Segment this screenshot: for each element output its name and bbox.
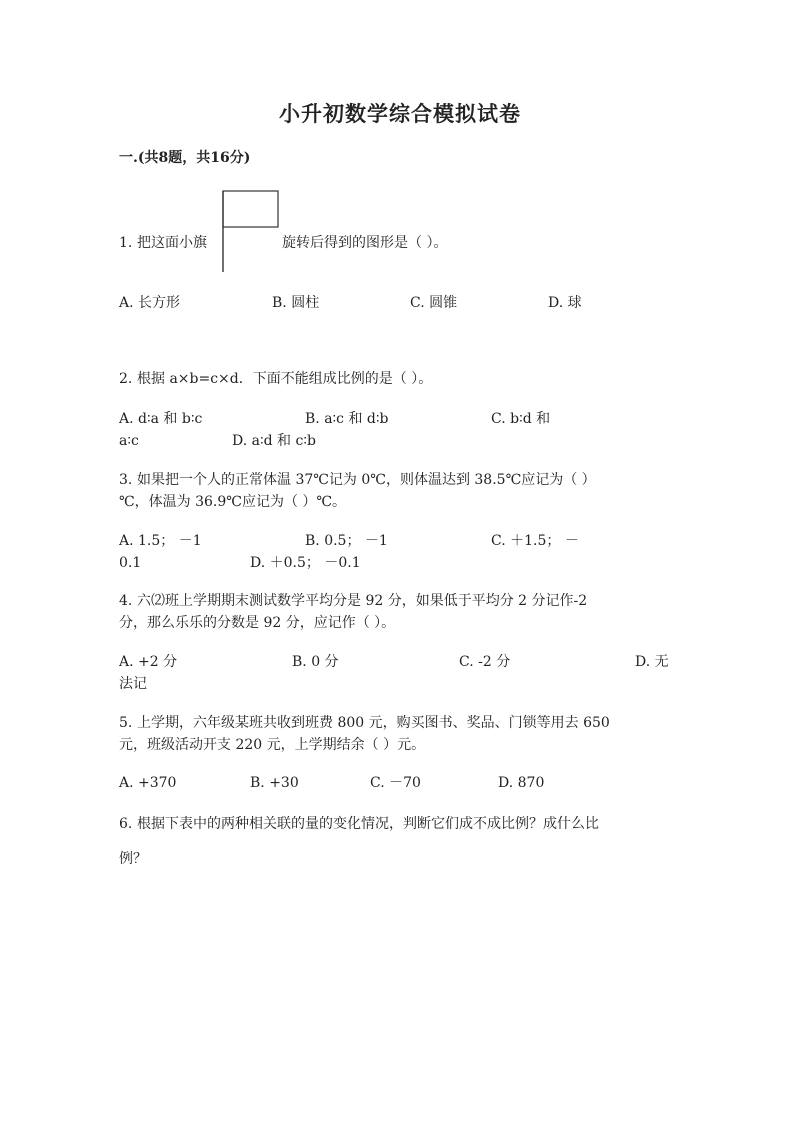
- q3-option-b: B. 0.5； －1: [305, 533, 388, 549]
- q2-option-d: D. a∶d 和 c∶b: [232, 433, 316, 449]
- q3-option-a: A. 1.5； －1: [119, 533, 202, 549]
- q4-option-d-cont: 法记: [119, 676, 147, 692]
- q5-option-b: B. +30: [250, 775, 299, 791]
- page-title: 小升初数学综合模拟试卷: [279, 101, 521, 126]
- q2-option-c: C. b∶d 和: [491, 411, 551, 427]
- question-1-text-before: 把这面小旗: [137, 235, 207, 251]
- question-3-line-1: 如果把一个人的正常体温 37℃记为 0℃，则体温达到 38.5℃应记为（ ）: [137, 472, 596, 488]
- q1-option-c: C. 圆锥: [410, 295, 458, 311]
- q2-option-b: B. a∶c 和 d∶b: [305, 411, 389, 427]
- question-2-text: 根据 a×b=c×d．下面不能组成比例的是（ ）。: [137, 371, 433, 387]
- question-5-number: 5.: [119, 715, 133, 731]
- q2-option-c-cont: a∶c: [119, 433, 139, 449]
- question-4-line-1: 六⑵班上学期期末测试数学平均分是 92 分，如果低于平均分 2 分记作-2: [137, 593, 588, 609]
- question-6-line-2: 例？: [119, 851, 147, 867]
- q5-option-c: C. －70: [370, 775, 421, 791]
- q4-option-c: C. -2 分: [459, 654, 511, 670]
- q4-option-a: A. +2 分: [119, 654, 178, 670]
- section-heading: 一.(共8题，共16分): [119, 150, 251, 166]
- question-5-line-1: 上学期，六年级某班共收到班费 800 元，购买图书、奖品、门锁等用去 650: [137, 715, 610, 731]
- question-5-line-2: 元，班级活动开支 220 元，上学期结余（ ）元。: [119, 737, 426, 753]
- q4-option-d: D. 无: [635, 654, 669, 670]
- q2-option-a: A. d∶a 和 b∶c: [119, 411, 203, 427]
- q3-option-c: C. ＋1.5； －: [491, 533, 579, 549]
- q3-option-c-cont: 0.1: [119, 555, 142, 571]
- question-1-number: 1.: [119, 235, 133, 251]
- question-1-text-after: 旋转后得到的图形是（ ）。: [282, 235, 448, 251]
- q5-option-d: D. 870: [498, 775, 545, 791]
- question-6-number: 6.: [119, 816, 133, 832]
- question-2-number: 2.: [119, 371, 133, 387]
- q1-option-d: D. 球: [548, 295, 582, 311]
- q5-option-a: A. +370: [119, 775, 177, 791]
- question-3-line-2: ℃，体温为 36.9℃应记为（ ）℃。: [119, 494, 347, 510]
- question-4-number: 4.: [119, 593, 133, 609]
- flag-figure: [222, 190, 282, 274]
- q3-option-d: D. ＋0.5； －0.1: [250, 555, 361, 571]
- question-3-number: 3.: [119, 472, 133, 488]
- question-4-line-2: 分，那么乐乐的分数是 92 分，应记作（ ）。: [119, 615, 396, 631]
- q1-option-b: B. 圆柱: [272, 295, 320, 311]
- question-6-line-1: 根据下表中的两种相关联的量的变化情况，判断它们成不成比例？成什么比: [137, 816, 599, 832]
- q4-option-b: B. 0 分: [292, 654, 339, 670]
- q1-option-a: A. 长方形: [119, 295, 181, 311]
